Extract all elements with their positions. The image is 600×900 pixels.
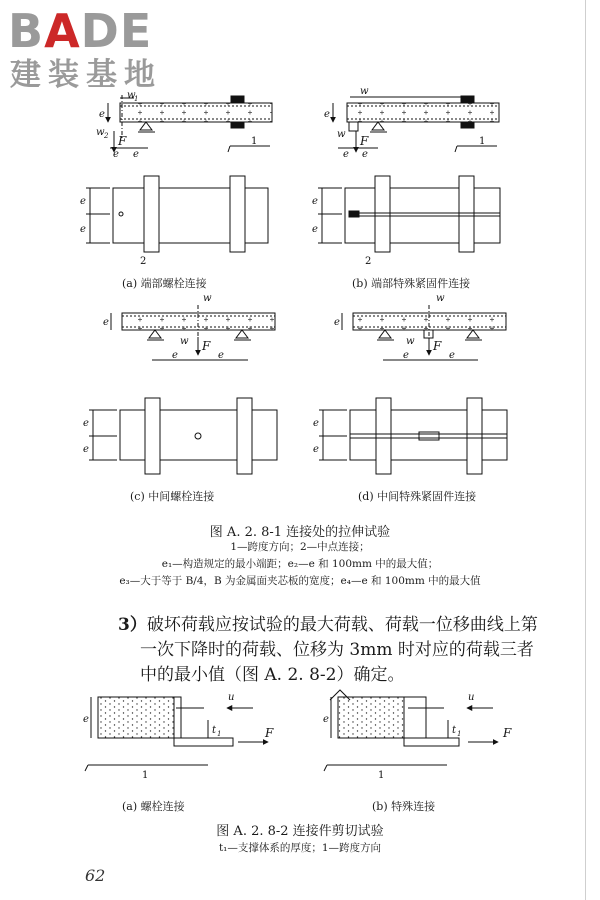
fig-a-w2-label: w [96, 127, 105, 138]
fig-b-span-label: 1 [479, 136, 486, 147]
fig-b-plan-e1: e [312, 196, 318, 207]
fig-b-side-view [333, 96, 499, 152]
fig-c-side-view [111, 305, 275, 360]
page-number: 62 [85, 866, 106, 885]
fig2-b-u-label: u [468, 692, 475, 703]
fig2-b-e-label: e [323, 714, 329, 725]
paragraph-text-1: 破坏荷载应按试验的最大荷载、荷载一位移曲线上第 [146, 615, 538, 635]
fig2-b-span-label: 1 [378, 770, 385, 781]
fig-b-plan-view [318, 176, 500, 252]
fig-c-plan-e3a: e [83, 418, 89, 429]
paragraph-line-1 [118, 613, 538, 638]
fig-b-F-label: F [360, 134, 369, 148]
figure-1-legend-1: 1—跨度方向；2—中点连接； [230, 541, 370, 553]
paragraph-line-3: 中的最小值（图 A. 2. 8-2）确定。 [140, 665, 405, 685]
fig-c-w2-label: w [180, 336, 189, 347]
fig-b-plan-e2: e [312, 224, 318, 235]
fig-d-e4b: e [449, 350, 455, 361]
fig2-a-F-label: F [265, 726, 274, 740]
fig-a-side-view [108, 95, 272, 152]
caption-a: (a) 端部螺栓连接 [122, 277, 207, 290]
fig-b-e-label: e [324, 109, 330, 120]
fig-b-e2-label: e [362, 149, 368, 160]
caption-d: (d) 中间特殊紧固件连接 [358, 490, 477, 503]
fig-b-w1-label: w [337, 129, 346, 140]
fig-a-plan-e2: e [80, 224, 86, 235]
fig2-b-t-label: t [452, 725, 457, 736]
fig-a-span-label: 1 [251, 136, 258, 147]
fig-c-F-label: F [202, 339, 211, 353]
fig-a-w1-sub: 1 [134, 95, 139, 103]
paragraph-line-2: 一次下降时的荷载、位移为 3mm 时对应的荷载三者 [140, 640, 534, 660]
fig-d-e-label: e [334, 317, 340, 328]
caption-b: (b) 端部特殊紧固件连接 [352, 277, 471, 290]
fig2-b-t-sub: 1 [457, 730, 462, 738]
fig-d-e4a: e [403, 350, 409, 361]
fig-d-F-label: F [433, 339, 442, 353]
fig-a-plan-e1: e [80, 196, 86, 207]
fig2-a-u-label: u [228, 692, 235, 703]
fig2-a-span-label: 1 [142, 770, 149, 781]
watermark-subtitle: 建装基地 [10, 57, 162, 93]
fig-a-F-label: F [118, 134, 127, 148]
fig-a-e-label: e [99, 109, 105, 120]
fig2-a-bolted [85, 697, 268, 771]
fig2-a-t-label: t [212, 725, 217, 736]
fig-a-w2-sub: 2 [104, 132, 109, 140]
paragraph-number: 3） [118, 615, 147, 635]
fig-d-plan-e3b: e [313, 444, 319, 455]
fig-a-e1-label: e [113, 149, 119, 160]
figure-1-legend-2: e₁—构造规定的最小端距；e₂—e 和 100mm 中的最大值； [161, 558, 439, 570]
fig-c-plan-view [89, 398, 277, 474]
fig2-a-e-label: e [83, 714, 89, 725]
fig-a-mid-label: 2 [140, 256, 147, 267]
fig-c-e4b: e [218, 350, 224, 361]
fig-d-plan-e3a: e [313, 418, 319, 429]
watermark-logo: BADE [8, 4, 153, 58]
fig-b-e1-label: e [343, 149, 349, 160]
fig-a-e2-label: e [133, 149, 139, 160]
fig-d-w2-label: w [436, 293, 445, 304]
fig2-a-t-sub: 1 [217, 730, 222, 738]
fig-c-e-label: e [103, 317, 109, 328]
fig-b-mid-label: 2 [365, 256, 372, 267]
fig-a-w1-label: w [127, 90, 136, 101]
fig2-b-F-label: F [503, 726, 512, 740]
fig-c-plan-e3b: e [83, 444, 89, 455]
fig-c-w1-label: w [203, 293, 212, 304]
fig2-caption-b: (b) 特殊连接 [372, 800, 436, 813]
caption-c: (c) 中间螺栓连接 [130, 490, 215, 503]
fig-a-plan-view [86, 176, 268, 252]
fig-d-w1-label: w [406, 336, 415, 347]
fig2-caption-a: (a) 螺栓连接 [122, 800, 185, 813]
figure-1-title: 图 A. 2. 8-1 连接处的拉伸试验 [209, 525, 391, 540]
figure-2-title: 图 A. 2. 8-2 连接件剪切试验 [216, 824, 384, 839]
fig-b-w2-label: w [360, 86, 369, 97]
fig-c-e4a: e [172, 350, 178, 361]
fig-d-side-view [342, 305, 506, 360]
figure-1-legend-3: e₃—大于等于 B/4，B 为金属面夹芯板的宽度；e₄—e 和 100mm 中的最大值 [119, 575, 481, 587]
figure-2-legend: t₁—支撑体系的厚度；1—跨度方向 [218, 842, 382, 854]
fig-d-plan-view [319, 398, 507, 474]
